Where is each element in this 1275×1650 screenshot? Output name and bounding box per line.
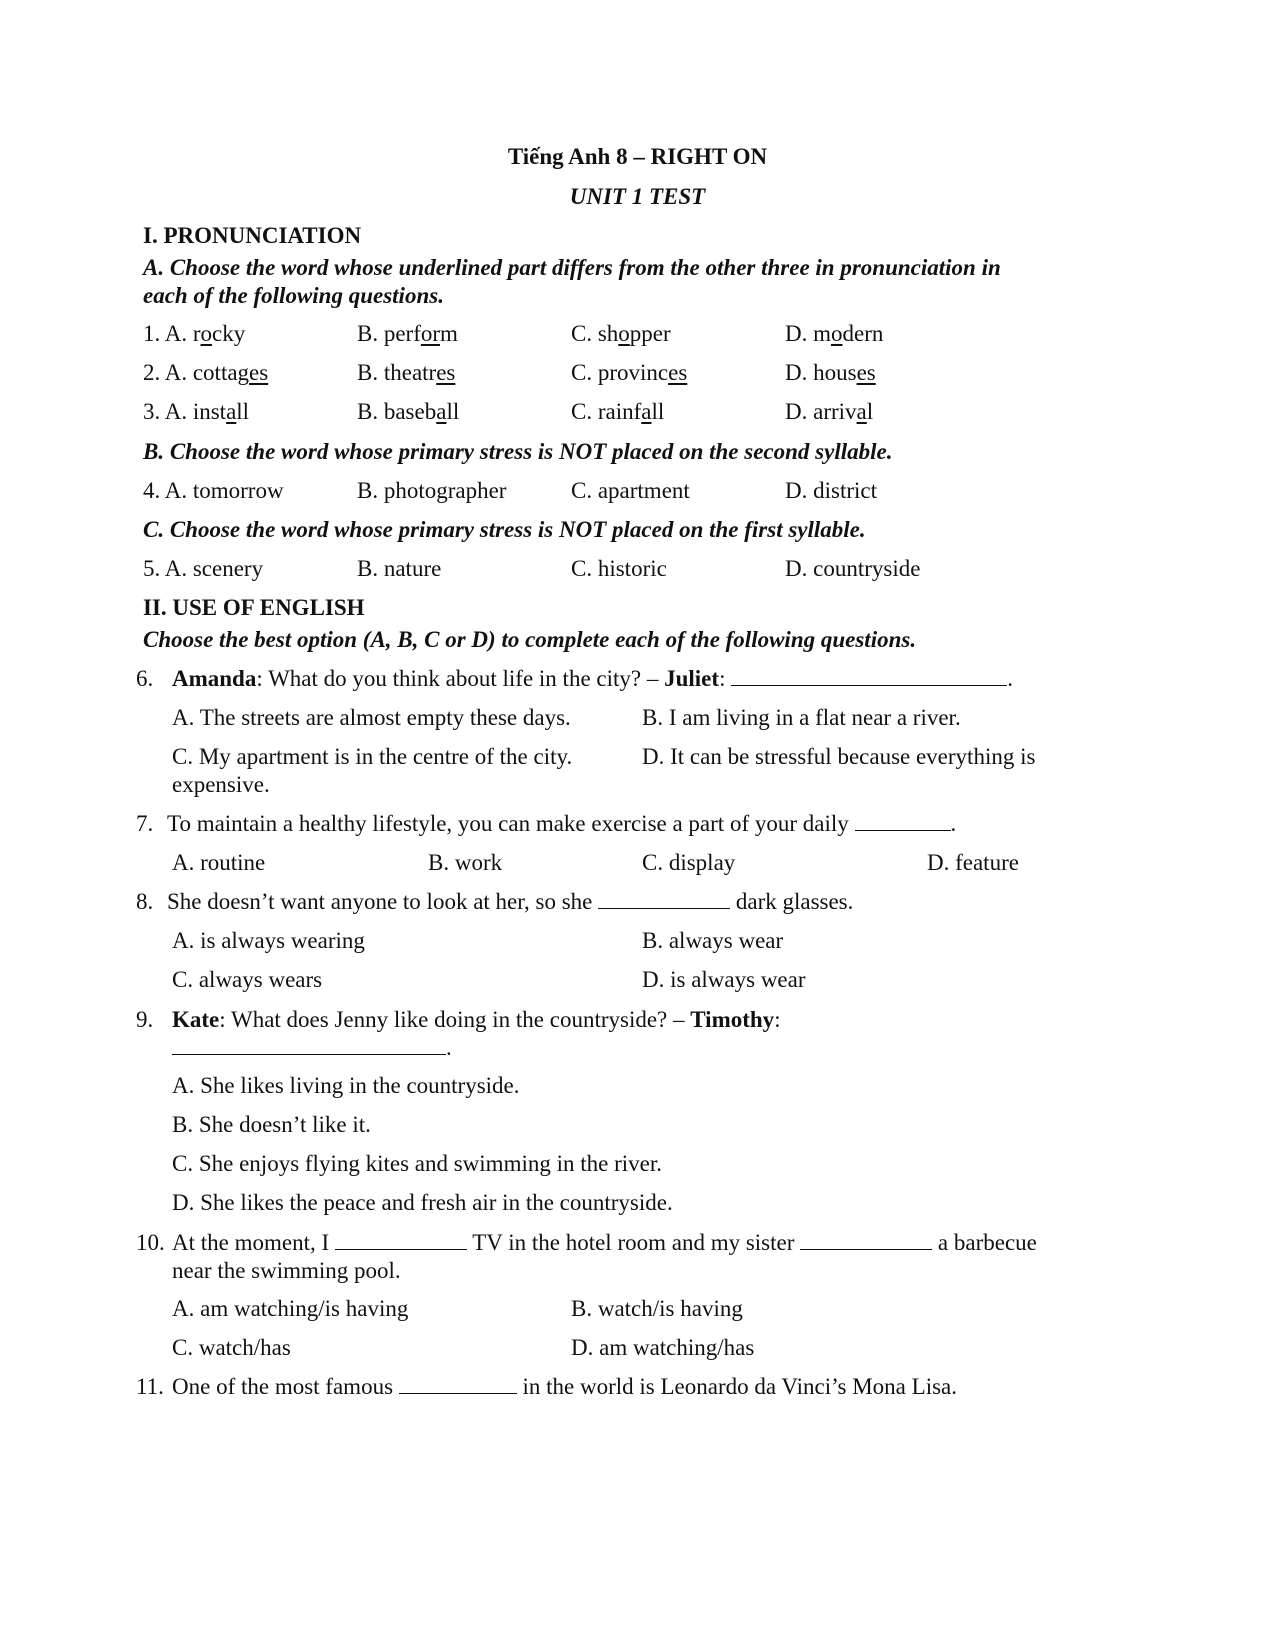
q6-option-c: C. My apartment is in the centre of the city. (172, 744, 573, 769)
q8-number: 8. (136, 889, 154, 914)
q6-option-b: B. I am living in a flat near a river. (642, 705, 961, 730)
section-use-of-english-heading: II. USE OF ENGLISH (143, 595, 365, 620)
q6-stem: Amanda: What do you think about life in the city? – Juliet: . (172, 666, 1013, 691)
section-2-instruction: Choose the best option (A, B, C or D) to complete each of the following questions. (143, 627, 917, 652)
q9-option-d: D. She likes the peace and fresh air in the countryside. (172, 1190, 673, 1215)
document-subtitle: UNIT 1 TEST (569, 184, 706, 209)
q4-option-c: C. apartment (571, 478, 690, 503)
q5-option-a: 5. A. scenery (143, 556, 264, 581)
q9-option-c: C. She enjoys flying kites and swimming in the river. (172, 1151, 662, 1176)
answer-blank (335, 1229, 467, 1250)
q10-option-d: D. am watching/has (571, 1335, 755, 1360)
q7-option-c: C. display (642, 850, 736, 875)
q1-option-b: B. perform (357, 321, 458, 346)
answer-blank (800, 1229, 932, 1250)
q5-option-d: D. countryside (785, 556, 921, 581)
q9-stem: Kate: What does Jenny like doing in the countryside? – Timothy: (172, 1007, 781, 1032)
q2-option-d: D. houses (785, 360, 876, 385)
q10-option-c: C. watch/has (172, 1335, 291, 1360)
q4-option-d: D. district (785, 478, 877, 503)
q9-option-a: A. She likes living in the countryside. (172, 1073, 520, 1098)
q9-option-b: B. She doesn’t like it. (172, 1112, 371, 1137)
q5-option-b: B. nature (357, 556, 442, 581)
q7-stem: To maintain a healthy lifestyle, you can make exercise a part of your daily . (167, 811, 957, 836)
q7-option-a: A. routine (172, 850, 266, 875)
q10-option-b: B. watch/is having (571, 1296, 743, 1321)
q3-option-d: D. arrival (785, 399, 874, 424)
q8-option-c: C. always wears (172, 967, 323, 992)
part-a-instruction: A. Choose the word whose underlined part differs from the other three in pronunciation in (143, 255, 1001, 280)
q1-option-c: C. shopper (571, 321, 671, 346)
q2-option-b: B. theatres (357, 360, 456, 385)
part-c-instruction: C. Choose the word whose primary stress is NOT placed on the first syllable. (143, 517, 866, 542)
q7-option-b: B. work (428, 850, 503, 875)
answer-blank (598, 888, 730, 909)
q8-option-b: B. always wear (642, 928, 784, 953)
q4-option-b: B. photographer (357, 478, 507, 503)
q9-number: 9. (136, 1007, 154, 1032)
q1-option-d: D. modern (785, 321, 884, 346)
q2-option-c: C. provinces (571, 360, 688, 385)
answer-blank (399, 1373, 517, 1394)
q10-stem: At the moment, I TV in the hotel room and my sister a barbecue (172, 1230, 1037, 1255)
q9-answer-line: . (172, 1034, 452, 1062)
q8-stem: She doesn’t want anyone to look at her, so she dark glasses. (167, 889, 854, 914)
document-title: Tiếng Anh 8 – RIGHT ON (507, 144, 768, 169)
q6-number: 6. (136, 666, 154, 691)
q3-option-c: C. rainfall (571, 399, 665, 424)
q10-stem-cont: near the swimming pool. (172, 1258, 401, 1283)
q3-option-b: B. baseball (357, 399, 460, 424)
part-b-instruction: B. Choose the word whose primary stress is NOT placed on the second syllable. (143, 439, 893, 464)
q7-option-d: D. feature (927, 850, 1019, 875)
q8-option-d: D. is always wear (642, 967, 806, 992)
q11-number: 11. (136, 1374, 164, 1399)
q6-option-a: A. The streets are almost empty these days. (172, 705, 571, 730)
answer-blank (855, 810, 951, 831)
section-pronunciation-heading: I. PRONUNCIATION (143, 223, 362, 248)
q8-option-a: A. is always wearing (172, 928, 365, 953)
q6-option-d: D. It can be stressful because everything is (642, 744, 1036, 769)
q11-stem: One of the most famous in the world is Leonardo da Vinci’s Mona Lisa. (172, 1374, 957, 1399)
q10-option-a: A. am watching/is having (172, 1296, 409, 1321)
q6-option-d-cont: expensive. (172, 772, 270, 797)
q2-option-a: 2. A. cottages (143, 360, 269, 385)
q3-option-a: 3. A. install (143, 399, 250, 424)
q5-option-c: C. historic (571, 556, 667, 581)
q4-option-a: 4. A. tomorrow (143, 478, 284, 503)
q1-option-a: 1. A. rocky (143, 321, 246, 346)
answer-blank (731, 665, 1007, 686)
q10-number: 10. (136, 1230, 165, 1255)
part-a-instruction-cont: each of the following questions. (143, 283, 444, 308)
answer-blank (172, 1034, 446, 1055)
q7-number: 7. (136, 811, 154, 836)
